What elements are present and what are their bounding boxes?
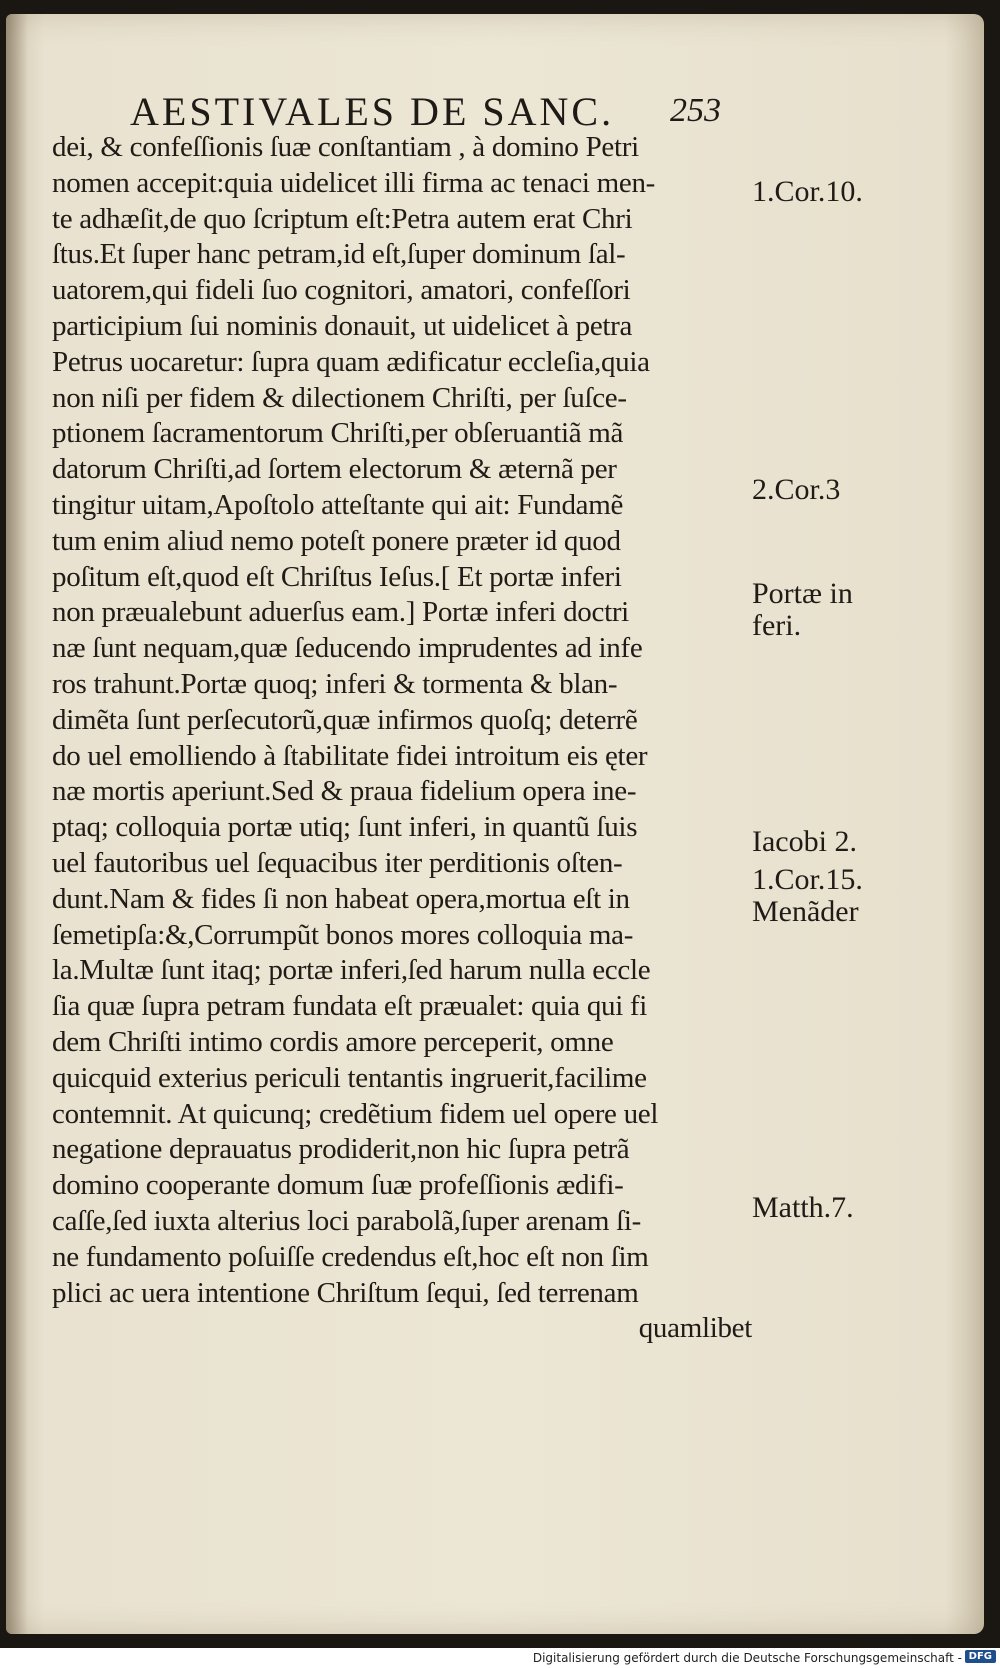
text-line: datorum Chriſti,ad ſortem electorum & æternã per — [52, 453, 617, 486]
text-line: caſſe,ſed iuxta alterius loci parabolã,ſuper arenam ſi- — [52, 1204, 642, 1237]
text-line: ſemetipſa:&,Corrumpũt bonos mores colloquia ma- — [52, 918, 634, 951]
marginal-note: 1.Cor.10. — [752, 175, 863, 208]
marginal-note: Menãder — [752, 895, 859, 928]
text-line: participium ſui nominis donauit, ut uidelicet à petra — [52, 309, 633, 342]
text-line: dei, & confeſſionis ſuæ conſtantiam , à domino Petri — [52, 131, 639, 163]
text-line: dunt.Nam & fides ſi non habeat opera,mortua eſt in — [52, 882, 630, 915]
text-line: poſitum eſt,quod eſt Chriſtus Ieſus.[ Et portæ inferi — [52, 560, 622, 593]
spine-shadow — [6, 14, 28, 1634]
text-line: næ mortis aperiunt.Sed & praua fidelium opera ine- — [52, 775, 637, 808]
marginal-note: 2.Cor.3 — [752, 473, 841, 506]
marginal-note: Portæ in — [752, 577, 853, 610]
funding-credit: Digitalisierung gefördert durch die Deutsche Forschungsgemeinschaft - — [532, 1651, 962, 1665]
text-line: næ ſunt nequam,quæ ſeducendo imprudentes ad infe — [52, 632, 643, 665]
text-line: tingitur uitam,Apoſtolo atteſtante qui ait: Fundamẽ — [52, 488, 624, 521]
text-line: ſtus.Et ſuper hanc petram,id eſt,ſuper dominum ſal- — [52, 238, 626, 271]
text-line: contemnit. At quicunq; credẽtium fidem uel opere uel — [52, 1097, 659, 1130]
marginal-note: feri. — [752, 609, 802, 642]
text-line: domino cooperante domum ſuæ profeſſionis ædifi- — [52, 1169, 624, 1202]
text-line: negatione deprauatus prodiderit,non hic ſupra petrã — [52, 1133, 630, 1166]
text-line: ros trahunt.Portæ quoq; inferi & tormenta & blan- — [52, 667, 618, 700]
text-line: dem Chriſti intimo cordis amore perceperit, omne — [52, 1025, 614, 1058]
text-line: uel fautoribus uel ſequacibus iter perditionis oſten- — [52, 846, 623, 879]
text-line: ptaq; colloquia portæ utiq; ſunt inferi, in quantũ ſuis — [52, 811, 638, 844]
dfg-logo: DFG — [965, 1650, 996, 1663]
text-line: quicquid exterius periculi tentantis ingruerit,facilime — [52, 1061, 647, 1094]
text-line: do uel emolliendo à ſtabilitate fidei introitum eis ęter — [52, 739, 648, 772]
folio-number: 253 — [670, 92, 721, 129]
text-line: uatorem,qui fideli ſuo cognitori, amatori, confeſſori — [52, 274, 631, 307]
marginal-note: 1.Cor.15. — [752, 863, 863, 896]
text-line: nomen accepit:quia uidelicet illi firma ac tenaci men- — [52, 166, 655, 199]
text-line: ſia quæ ſupra petram fundata eſt præualet: quia qui fi — [52, 990, 648, 1023]
running-head: AESTIVALES DE SANC. — [130, 89, 615, 134]
text-line: ptionem ſacramentorum Chriſti,per obſeruantiã mã — [52, 417, 624, 450]
marginal-note: Iacobi 2. — [752, 825, 857, 858]
text-line: plici ac uera intentione Chriſtum ſequi, ſed terrenam — [52, 1276, 639, 1309]
text-line: non niſi per fidem & dilectionem Chriſti, per ſuſce- — [52, 381, 627, 414]
marginal-note: Matth.7. — [752, 1191, 854, 1224]
text-line: te adhæſit,de quo ſcriptum eſt:Petra autem erat Chri — [52, 202, 633, 235]
text-line: Petrus uocaretur: ſupra quam ædificatur eccleſia,quia — [52, 345, 650, 378]
text-line: tum enim aliud nemo poteſt ponere præter id quod — [52, 524, 621, 557]
text-line: dimẽta ſunt perſecutorũ,quæ infirmos quoſq; deterrẽ — [52, 703, 638, 736]
text-line: ne fundamento poſuiſſe credendus eſt,hoc eſt non ſim — [52, 1240, 649, 1273]
text-line: la.Multæ ſunt itaq; portæ inferi,ſed harum nulla eccle — [52, 954, 651, 987]
main-text-block — [52, 130, 752, 1347]
text-line: non præualebunt aduerſus eam.] Portæ inferi doctri — [52, 596, 629, 629]
catchword: quamlibet — [638, 1312, 752, 1345]
